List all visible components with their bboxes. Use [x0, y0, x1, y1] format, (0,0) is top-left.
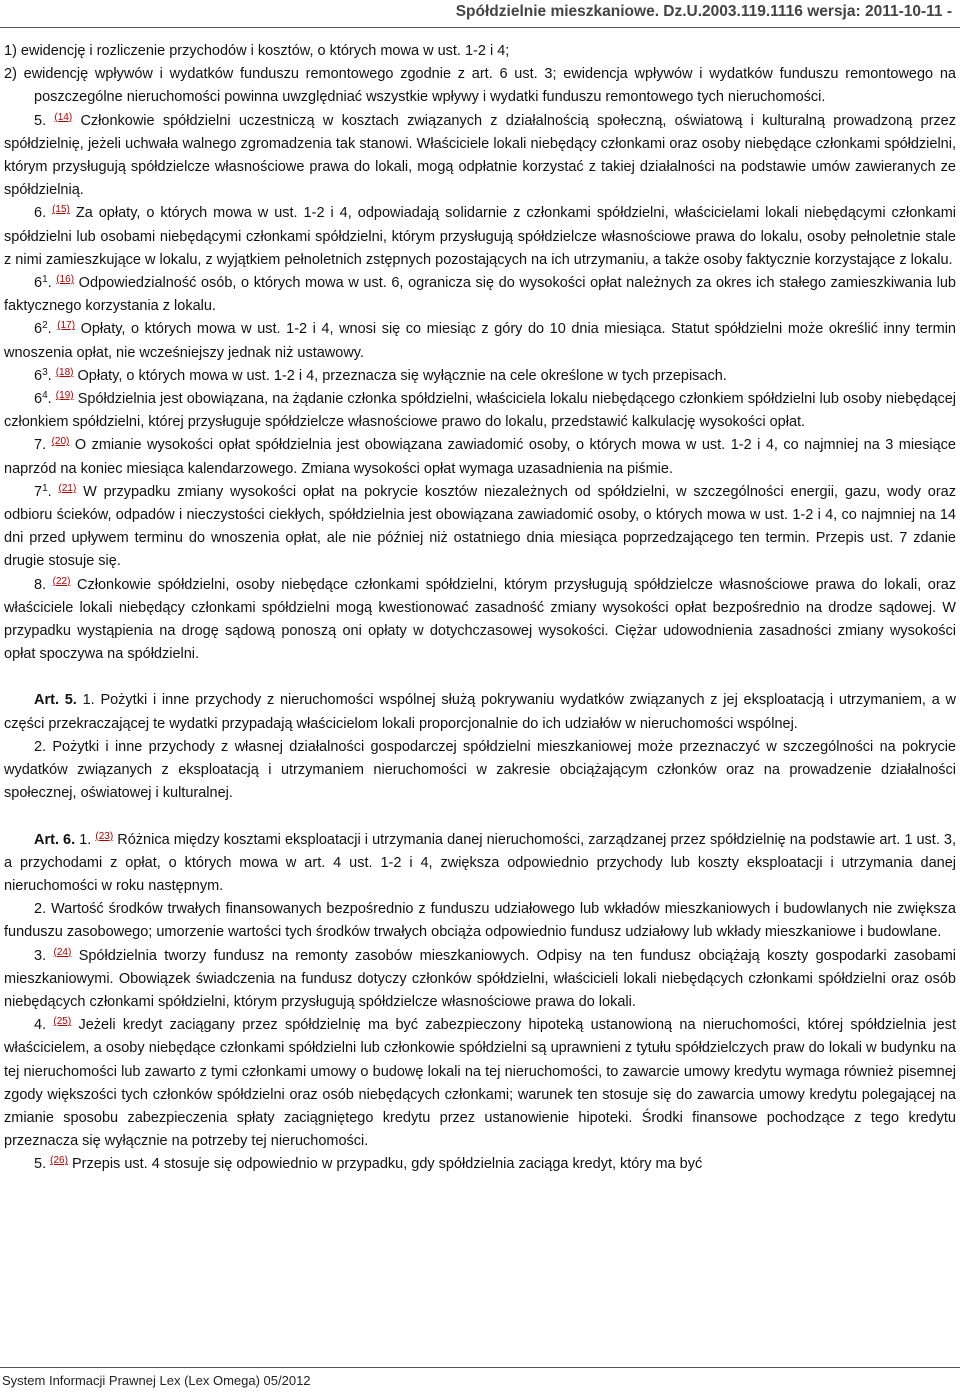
- page-footer: System Informacji Prawnej Lex (Lex Omega) 05/2012: [2, 1373, 311, 1388]
- footnote-link[interactable]: (18): [55, 366, 74, 378]
- footnote-link[interactable]: (21): [58, 482, 77, 494]
- paragraph-5: 5. $^{(14)}$ Członkowie spółdzielni uczestniczą w kosztach związanych z działalnością społeczną, oświatową i kulturalną prowadzoną przez spółdzielnię, jeżeli uchwała walnego zgromadzenia tak stanowi. Właściciele lokali niebędący członkami oraz osoby niebędące członkami spółdzielni, którym przysługują spółdzielcze własnościowe prawa do lokali, mogą odpłatnie korzystać z takiej działalności na podstawie umów zawieranych ze spółdzielnią.: [4, 111, 957, 199]
- footer-divider: [0, 1367, 960, 1368]
- paragraph-6-2: $6^2$. $^{(17)}$ Opłaty, o których mowa w ust. 1-2 i 4, wnosi się co miesiąc z góry do 10 dnia miesiąca. Statut spółdzielni może określić inny termin wnoszenia opłat, nie wcześniejszy jednak niż ustawowy.: [4, 320, 956, 361]
- article-6-par-3: 3. $^{(24)}$ Spółdzielnia tworzy fundusz na remonty zasobów mieszkaniowych. Odpisy na ten fundusz obciążają koszty gospodarki zasobami mieszkaniowymi. Obowiązek świadczenia na fundusz dotyczy członków spółdzielni, właścicieli lokali niebędących członkami spółdzielni oraz osób niebędących członkami spółdzielni, którym przysługują spółdzielcze własnościowe prawa do lokali.: [4, 946, 956, 1010]
- footnote-link[interactable]: (17): [57, 320, 76, 332]
- footnote-link[interactable]: (24): [53, 946, 72, 958]
- article-6-par-4: 4. $^{(25)}$ Jeżeli kredyt zaciągany przez spółdzielnię ma być zabezpieczony hipoteką ustanowioną na nieruchomości, której spółdzielnia jest właścicielem, a osoby niebędące członkami spółdzielni lub członkowie spółdzielni są uprawnieni z tytułu spółdzielczych praw do lokali w budynku na tej nieruchomości lub zawarto z tymi członkami umowy o budowę lokali na tej nieruchomości, to zawarcie umowy kredytu wymaga również pisemnej zgody większości tych członków spółdzielni oraz osób niebędących członkami; warunek ten stosuje się do zawarcia umowy kredytu polegającej na zmianie sposobu zabezpieczenia spłaty zaciągniętego kredytu przez ustanowienie hipoteki. Środki finansowe pochodzące z tego kredytu przeznacza się wyłącznie na potrzeby tej nieruchomości.: [4, 1016, 956, 1150]
- article-6-par-5: 5. $^{(26)}$ Przepis ust. 4 stosuje się odpowiednio w przypadku, gdy spółdzielnia zaciąga kredyt, który ma być: [34, 1155, 703, 1173]
- document-body: [4, 40, 956, 1177]
- list-item: 1) ewidencję i rozliczenie przychodów i kosztów, o których mowa w ust. 1-2 i 4;: [4, 43, 510, 59]
- paragraph-6-4: $6^4$. $^{(19)}$ Spółdzielnia jest obowiązana, na żądanie członka spółdzielni, właściciela lokalu niebędącego członkiem spółdzielni lub osoby niebędącej członkiem spółdzielni, której przysługuje spółdzielcze własnościowe prawo do lokalu, przedstawić kalkulację wysokości opłat.: [4, 390, 956, 431]
- article-label: Art. 5.: [34, 692, 77, 709]
- footnote-link[interactable]: (14): [54, 111, 73, 123]
- header-divider: [0, 27, 960, 28]
- footnote-link[interactable]: (23): [95, 830, 114, 842]
- page-header: Spółdzielnie mieszkaniowe. Dz.U.2003.119.1116 wersja: 2011-10-11 -: [455, 3, 952, 20]
- footnote-link[interactable]: (25): [53, 1016, 72, 1028]
- paragraph-7: 7. $^{(20)}$ O zmianie wysokości opłat spółdzielnia jest obowiązana zawiadomić osoby, o których mowa w ust. 1-2 i 4, co najmniej na 3 miesiące naprzód na koniec miesiąca kalendarzowego. Zmiana wysokości opłat wymaga uzasadnienia na piśmie.: [4, 436, 956, 477]
- paragraph-6: 6. $^{(15)}$ Za opłaty, o których mowa w ust. 1-2 i 4, odpowiadają solidarnie z członkami spółdzielni, właścicielami lokali niebędącymi członkami spółdzielni lub osobami niebędącymi członkami spółdzielni, którym przysługują spółdzielcze własnościowe prawa do lokalu, osoby pełnoletnie stale z nimi zamieszkujące w lokalu, z wyjątkiem pełnoletnich zstępnych pozostających na ich utrzymaniu, a także osoby faktycznie korzystające z lokalu.: [4, 204, 957, 268]
- footnote-link[interactable]: (16): [56, 274, 75, 286]
- footnote-link[interactable]: (26): [50, 1155, 68, 1167]
- paragraph-6-1: $6^1$. $^{(16)}$ Odpowiedzialność osób, o których mowa w ust. 6, ogranicza się do wysokości opłat należnych za okres ich stałego zamieszkiwania lub faktycznego korzystania z lokalu.: [4, 274, 956, 315]
- paragraph-6-3: $6^3$. $^{(18)}$ Opłaty, o których mowa w ust. 1-2 i 4, przeznacza się wyłącznie na cele określone w tych przepisach.: [34, 366, 727, 384]
- footnote-link[interactable]: (20): [51, 436, 70, 448]
- footnote-link[interactable]: (19): [55, 390, 74, 402]
- article-6-par-2: 2. Wartość środków trwałych finansowanych bezpośrednio z funduszu udziałowego lub wkładów mieszkaniowych i budowlanych nie zwiększa funduszu zasobowego; umorzenie wartości tych środków trwałych obciąża odpowiednio fundusz udziałowy lub wkłady mieszkaniowe i budowlane.: [4, 901, 956, 941]
- article-5-par-2: 2. Pożytki i inne przychody z własnej działalności gospodarczej spółdzielni mieszkaniowej może przeznaczyć w szczególności na pokrycie wydatków związanych z eksploatacją i utrzymaniem nieruchomości w zakresie obciążającym członków oraz na prowadzenie działalności społecznej, oświatowej i kulturalnej.: [4, 738, 956, 802]
- list-item: 2) ewidencję wpływów i wydatków funduszu remontowego zgodnie z art. 6 ust. 3; ewidencja wpływów i wydatków funduszu remontowego na poszczególne nieruchomości powinna uwzględniać wszystkie wpływy i wydatki funduszu remontowego tych nieruchomości.: [4, 66, 956, 106]
- article-label: Art. 6.: [34, 831, 76, 848]
- paragraph-7-1: $7^1$. $^{(21)}$ W przypadku zmiany wysokości opłat na pokrycie kosztów niezależnych od spółdzielni, w szczególności energii, gazu, wody oraz odbioru ścieków, odpadów i nieczystości ciekłych, spółdzielnia jest obowiązana zawiadomić osoby, o których mowa w ust. 1-2 i 4, co najmniej na 14 dni przed upływem terminu do wnoszenia opłat, ale nie później niż ostatniego dnia miesiąca poprzedzającego ten termin. Przepis ust. 7 zdanie drugie stosuje się.: [4, 482, 956, 570]
- article-5-par-1: Art. 5. 1. Pożytki i inne przychody z nieruchomości wspólnej służą pokrywaniu wydatków związanych z jej eksploatacją i utrzymaniem, a w części przekraczającej te wydatki przypadają właścicielom lokali proporcjonalnie do ich udziałów w nieruchomości wspólnej.: [4, 692, 956, 732]
- footnote-link[interactable]: (15): [52, 204, 70, 216]
- article-6-par-1: Art. 6. 1. $^{(23)}$ Różnica między kosztami eksploatacji i utrzymania danej nieruchomości, zarządzanej przez spółdzielnię na podstawie art. 1 ust. 3, a przychodami z opłat, o których mowa w art. 4 ust. 1-2 i 4, zwiększa odpowiednio przychody lub koszty eksploatacji i utrzymania danej nieruchomości w roku następnym.: [4, 830, 957, 894]
- footnote-link[interactable]: (22): [52, 575, 71, 587]
- paragraph-8: 8. $^{(22)}$ Członkowie spółdzielni, osoby niebędące członkami spółdzielni, którym przysługują spółdzielcze własnościowe prawa do lokali, oraz właściciele lokali niebędący członkami spółdzielni mogą kwestionować zasadność zmiany wysokości opłat bezpośrednio na drodze sądowej. W przypadku wystąpienia na drogę sądową ponoszą oni opłaty w dotychczasowej wysokości. Ciężar udowodnienia zasadności zmiany wysokości opłat spoczywa na spółdzielni.: [4, 575, 957, 663]
